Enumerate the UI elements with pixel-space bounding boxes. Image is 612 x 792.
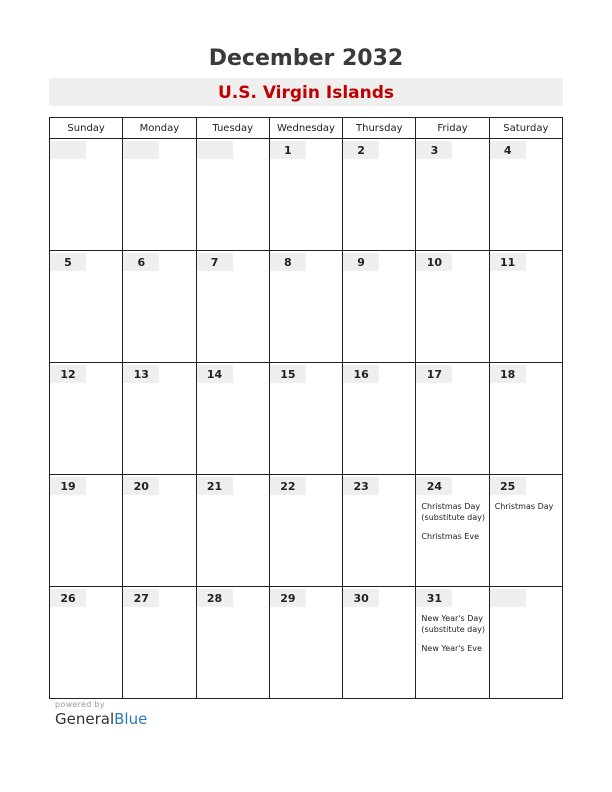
day-cell <box>343 251 416 363</box>
day-cell <box>416 251 489 363</box>
week-row <box>50 251 563 363</box>
holiday-label: Christmas Day <box>494 502 554 511</box>
day-cell <box>343 587 416 699</box>
brand-name-general: General <box>55 710 115 728</box>
weekday-header: Monday <box>123 118 196 139</box>
calendar-body <box>50 139 563 699</box>
day-cell <box>489 139 562 251</box>
holiday-label: Christmas Day (substitute day) <box>421 502 486 522</box>
weekday-header: Thursday <box>343 118 416 139</box>
day-cell <box>123 139 196 251</box>
day-number: 27 <box>123 589 159 607</box>
week-row <box>50 363 563 475</box>
day-cell <box>416 139 489 251</box>
day-cell <box>269 251 342 363</box>
day-number: 23 <box>343 477 379 495</box>
day-number: 24 <box>416 477 452 495</box>
day-cell <box>269 363 342 475</box>
day-number: 10 <box>416 253 452 271</box>
day-number: 19 <box>50 477 86 495</box>
day-cell <box>196 587 269 699</box>
day-cell <box>489 251 562 363</box>
weekday-header: Wednesday <box>269 118 342 139</box>
day-number: 13 <box>123 365 159 383</box>
day-cell <box>50 363 123 475</box>
day-number: 1 <box>270 141 306 159</box>
weekday-header: Tuesday <box>196 118 269 139</box>
day-cell <box>343 363 416 475</box>
powered-by-text: powered by <box>55 700 105 709</box>
region-name: U.S. Virgin Islands <box>217 83 395 103</box>
day-number: 9 <box>343 253 379 271</box>
day-cell <box>196 363 269 475</box>
day-number: 5 <box>50 253 86 271</box>
day-number: 31 <box>416 589 452 607</box>
day-number: 3 <box>416 141 452 159</box>
day-cell <box>269 475 342 587</box>
holiday-label: Christmas Eve <box>421 532 479 541</box>
empty-day-marker <box>123 141 159 159</box>
day-number: 14 <box>197 365 233 383</box>
day-number: 7 <box>197 253 233 271</box>
day-number: 26 <box>50 589 86 607</box>
day-number: 17 <box>416 365 452 383</box>
day-cell <box>50 139 123 251</box>
day-cell <box>123 475 196 587</box>
holiday-label: New Year's Day (substitute day) <box>421 614 486 634</box>
empty-day-marker <box>490 589 526 607</box>
day-cell <box>489 363 562 475</box>
day-number: 28 <box>197 589 233 607</box>
day-cell <box>269 139 342 251</box>
day-cell <box>50 251 123 363</box>
week-row <box>50 587 563 699</box>
footer <box>55 700 147 728</box>
day-cell <box>196 251 269 363</box>
page-title: December 2032 <box>208 46 404 71</box>
day-number: 8 <box>270 253 306 271</box>
day-cell <box>269 587 342 699</box>
day-number: 22 <box>270 477 306 495</box>
day-number: 20 <box>123 477 159 495</box>
day-cell <box>123 251 196 363</box>
day-cell <box>123 587 196 699</box>
day-cell <box>196 139 269 251</box>
day-cell <box>416 363 489 475</box>
week-row <box>50 475 563 587</box>
day-cell <box>416 475 489 587</box>
day-number: 25 <box>490 477 526 495</box>
day-number: 4 <box>490 141 526 159</box>
day-cell <box>416 587 489 699</box>
day-number: 18 <box>490 365 526 383</box>
brand-name-blue: Blue <box>114 710 148 728</box>
week-row <box>50 139 563 251</box>
day-cell <box>50 475 123 587</box>
region-banner <box>49 78 563 106</box>
day-number: 11 <box>490 253 526 271</box>
day-cell <box>196 475 269 587</box>
day-number: 29 <box>270 589 306 607</box>
day-number: 21 <box>197 477 233 495</box>
day-cell <box>343 139 416 251</box>
day-number: 15 <box>270 365 306 383</box>
day-number: 6 <box>123 253 159 271</box>
weekday-header-row <box>50 118 563 139</box>
day-cell <box>50 587 123 699</box>
day-number: 12 <box>50 365 86 383</box>
empty-day-marker <box>197 141 233 159</box>
day-cell <box>489 587 562 699</box>
holiday-label: New Year's Eve <box>421 644 482 653</box>
day-number: 2 <box>343 141 379 159</box>
day-cell <box>123 363 196 475</box>
weekday-header: Friday <box>416 118 489 139</box>
day-number: 30 <box>343 589 379 607</box>
day-number: 16 <box>343 365 379 383</box>
day-cell <box>343 475 416 587</box>
weekday-header: Saturday <box>489 118 562 139</box>
calendar-grid <box>49 117 563 699</box>
brand-logo[interactable] <box>55 710 147 728</box>
weekday-header: Sunday <box>50 118 123 139</box>
day-cell <box>489 475 562 587</box>
empty-day-marker <box>50 141 86 159</box>
